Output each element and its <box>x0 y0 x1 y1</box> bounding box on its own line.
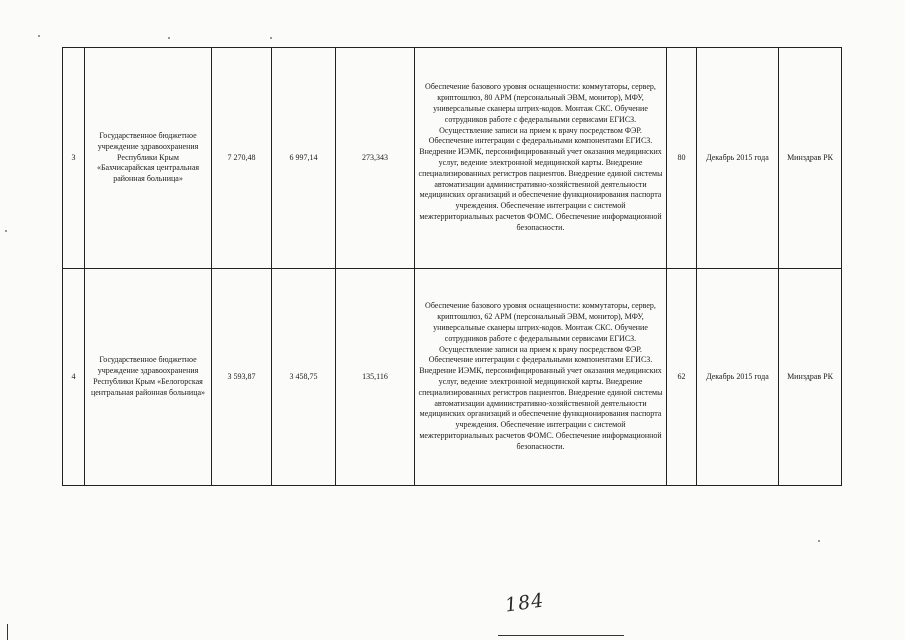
total-amount: 7 270,48 <box>212 48 272 269</box>
federal-amount: 6 997,14 <box>272 48 336 269</box>
total-amount: 3 593,87 <box>212 269 272 486</box>
deadline: Декабрь 2015 года <box>697 269 779 486</box>
scan-speck <box>168 37 170 39</box>
scan-speck <box>38 35 40 37</box>
row-number: 4 <box>63 269 85 486</box>
organization-name: Государственное бюджетное учреждение здравоохранения Республики Крым «Белогорская центральная районная больница» <box>85 269 212 486</box>
row-number: 3 <box>63 48 85 269</box>
measures-description: Обеспечение базового уровня оснащенности: коммутаторы, сервер, криптошлюз, 80 АРМ (персональный ЭВМ, монитор), МФУ, универсальные сканеры штрих-кодов. Монтаж СКС. Обучение сотрудников работе с федеральными сервисами ЕГИСЗ. Осуществление записи на прием к врачу посредством ФЭР. Обеспечение интеграции с федеральными компонентами ЕГИСЗ. Внедрение ИЭМК, персонифицированный учет оказания медицинских услуг, ведение электронной медицинской карты. Внедрение специализированных регистров пациентов. Внедрение единой системы автоматизации административно-хозяйственной деятельности медицинских организаций и обеспечение функционирования паспорта учреждения. Обеспечение интеграции с системой межтерриториальных расчетов ФОМС. Обеспечение информационной безопасности. <box>415 48 667 269</box>
federal-amount: 3 458,75 <box>272 269 336 486</box>
workstation-count: 80 <box>667 48 697 269</box>
deadline: Декабрь 2015 года <box>697 48 779 269</box>
table-row <box>63 269 842 486</box>
responsible-executor: Минздрав РК <box>779 48 842 269</box>
scan-speck <box>818 540 820 542</box>
signature-line <box>498 635 624 636</box>
organization-name: Государственное бюджетное учреждение здравоохранения Республики Крым «Бахчисарайская центральная районная больница» <box>85 48 212 269</box>
records-table <box>62 47 842 486</box>
regional-amount: 273,343 <box>336 48 415 269</box>
workstation-count: 62 <box>667 269 697 486</box>
handwritten-page-number: 184 <box>503 589 546 617</box>
scan-edge-mark <box>7 624 8 640</box>
scan-speck <box>270 37 272 39</box>
measures-description: Обеспечение базового уровня оснащенности: коммутаторы, сервер, криптошлюз, 62 АРМ (персональный ЭВМ, монитор), МФУ, универсальные сканеры штрих-кодов. Монтаж СКС. Обучение сотрудников работе с федеральными сервисами ЕГИСЗ. Осуществление записи на прием к врачу посредством ФЭР. Обеспечение интеграции с федеральными компонентами ЕГИСЗ. Внедрение ИЭМК, персонифицированный учет оказания медицинских услуг, ведение электронной медицинской карты. Внедрение специализированных регистров пациентов. Внедрение единой системы автоматизации административно-хозяйственной деятельности медицинских организаций и обеспечение функционирования паспорта учреждения. Обеспечение интеграции с системой межтерриториальных расчетов ФОМС. Обеспечение информационной безопасности. <box>415 269 667 486</box>
table-row <box>63 48 842 269</box>
regional-amount: 135,116 <box>336 269 415 486</box>
scan-speck <box>5 230 7 232</box>
responsible-executor: Минздрав РК <box>779 269 842 486</box>
